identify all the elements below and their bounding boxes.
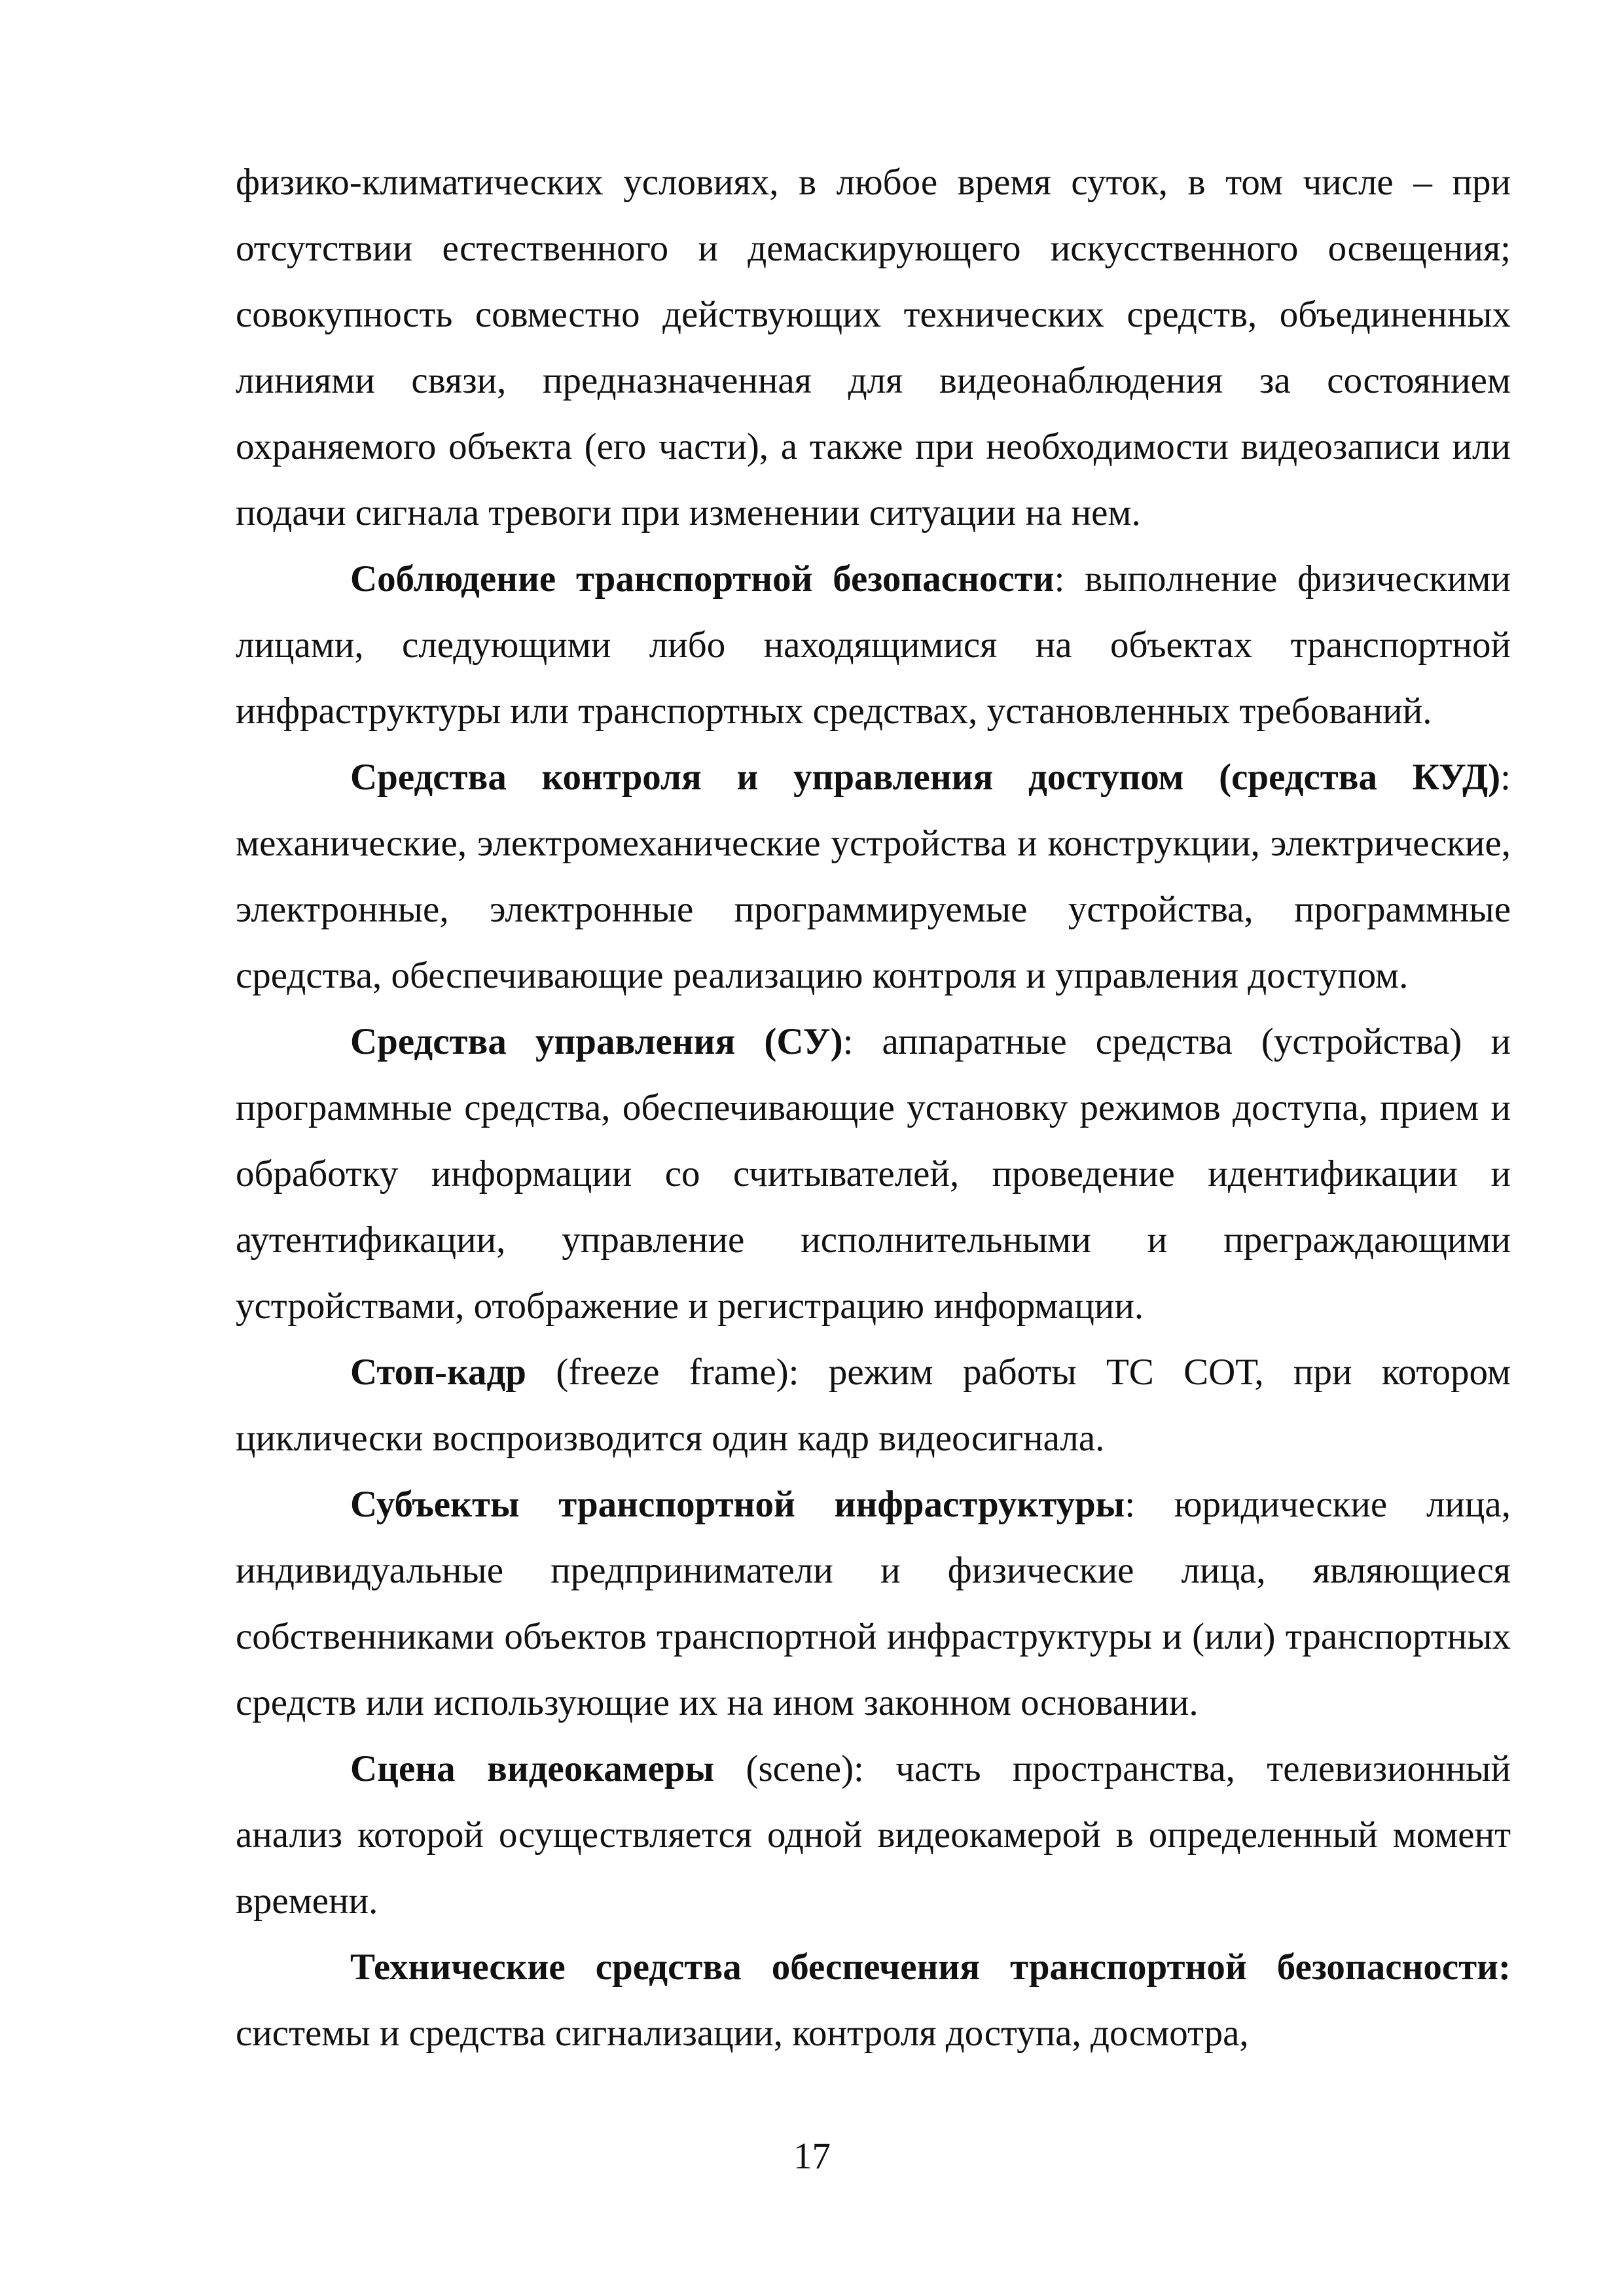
paragraph-control-means (236, 1009, 1511, 1339)
paragraph-text: (scene): часть пространства, телевизионный анализ которой осуществляется одной видеокамерой в определенный момент времени. (236, 1748, 1511, 1922)
paragraph-access-control-means (236, 744, 1511, 1009)
paragraph-text: : механические, электромеханические устройства и конструкции, электрические, электронные, электронные программируемые устройства, программные средства, обеспечивающие реализацию контроля и управления доступом. (236, 757, 1511, 996)
paragraph-freeze-frame (236, 1339, 1511, 1471)
term-heading: Соблюдение транспортной безопасности (350, 558, 1055, 600)
paragraph-infrastructure-subjects (236, 1471, 1511, 1736)
paragraph-text: : выполнение физическими лицами, следующими либо находящимися на объектах транспортной инфраструктуры или транспортных средствах, установленных требований. (236, 558, 1511, 732)
paragraph-continuation (236, 149, 1511, 546)
paragraph-text: системы и средства сигнализации, контроля доступа, досмотра, (236, 2013, 1249, 2054)
page-number: 17 (793, 2136, 831, 2177)
term-heading: Средства контроля и управления доступом (средства КУД) (350, 757, 1501, 798)
paragraph-text: (freeze frame): режим работы ТС СОТ, при котором циклически воспроизводится один кадр видеосигнала. (236, 1352, 1511, 1459)
term-heading: Стоп-кадр (350, 1352, 526, 1393)
term-heading: Субъекты транспортной инфраструктуры (350, 1484, 1125, 1525)
term-heading: Технические средства обеспечения транспортной безопасности: (350, 1946, 1511, 1988)
paragraph-text: : юридические лица, индивидуальные предприниматели и физические лица, являющиеся собственниками объектов транспортной инфраструктуры и (или) транспортных средств или использующие их на ином законном основании. (236, 1484, 1511, 1723)
paragraph-camera-scene (236, 1736, 1511, 1934)
paragraph-compliance (236, 546, 1511, 744)
paragraph-technical-means (236, 1934, 1511, 2066)
paragraph-text: физико-климатических условиях, в любое время суток, в том числе – при отсутствии естественного и демаскирующего искусственного освещения; совокупность совместно действующих технических средств, объединенных линиями связи, предназначенная для видеонаблюдения за состоянием охраняемого объекта (его части), а также при необходимости видеозаписи или подачи сигнала тревоги при изменении ситуации на нем. (236, 162, 1511, 533)
term-heading: Средства управления (СУ) (350, 1021, 843, 1062)
term-heading: Сцена видеокамеры (350, 1748, 715, 1789)
document-page (236, 149, 1511, 2066)
paragraph-text: : аппаратные средства (устройства) и программные средства, обеспечивающие установку режимов доступа, прием и обработку информации со считывателей, проведение идентификации и аутентификации, управление исполнительными и преграждающими устройствами, отображение и регистрацию информации. (236, 1021, 1511, 1327)
